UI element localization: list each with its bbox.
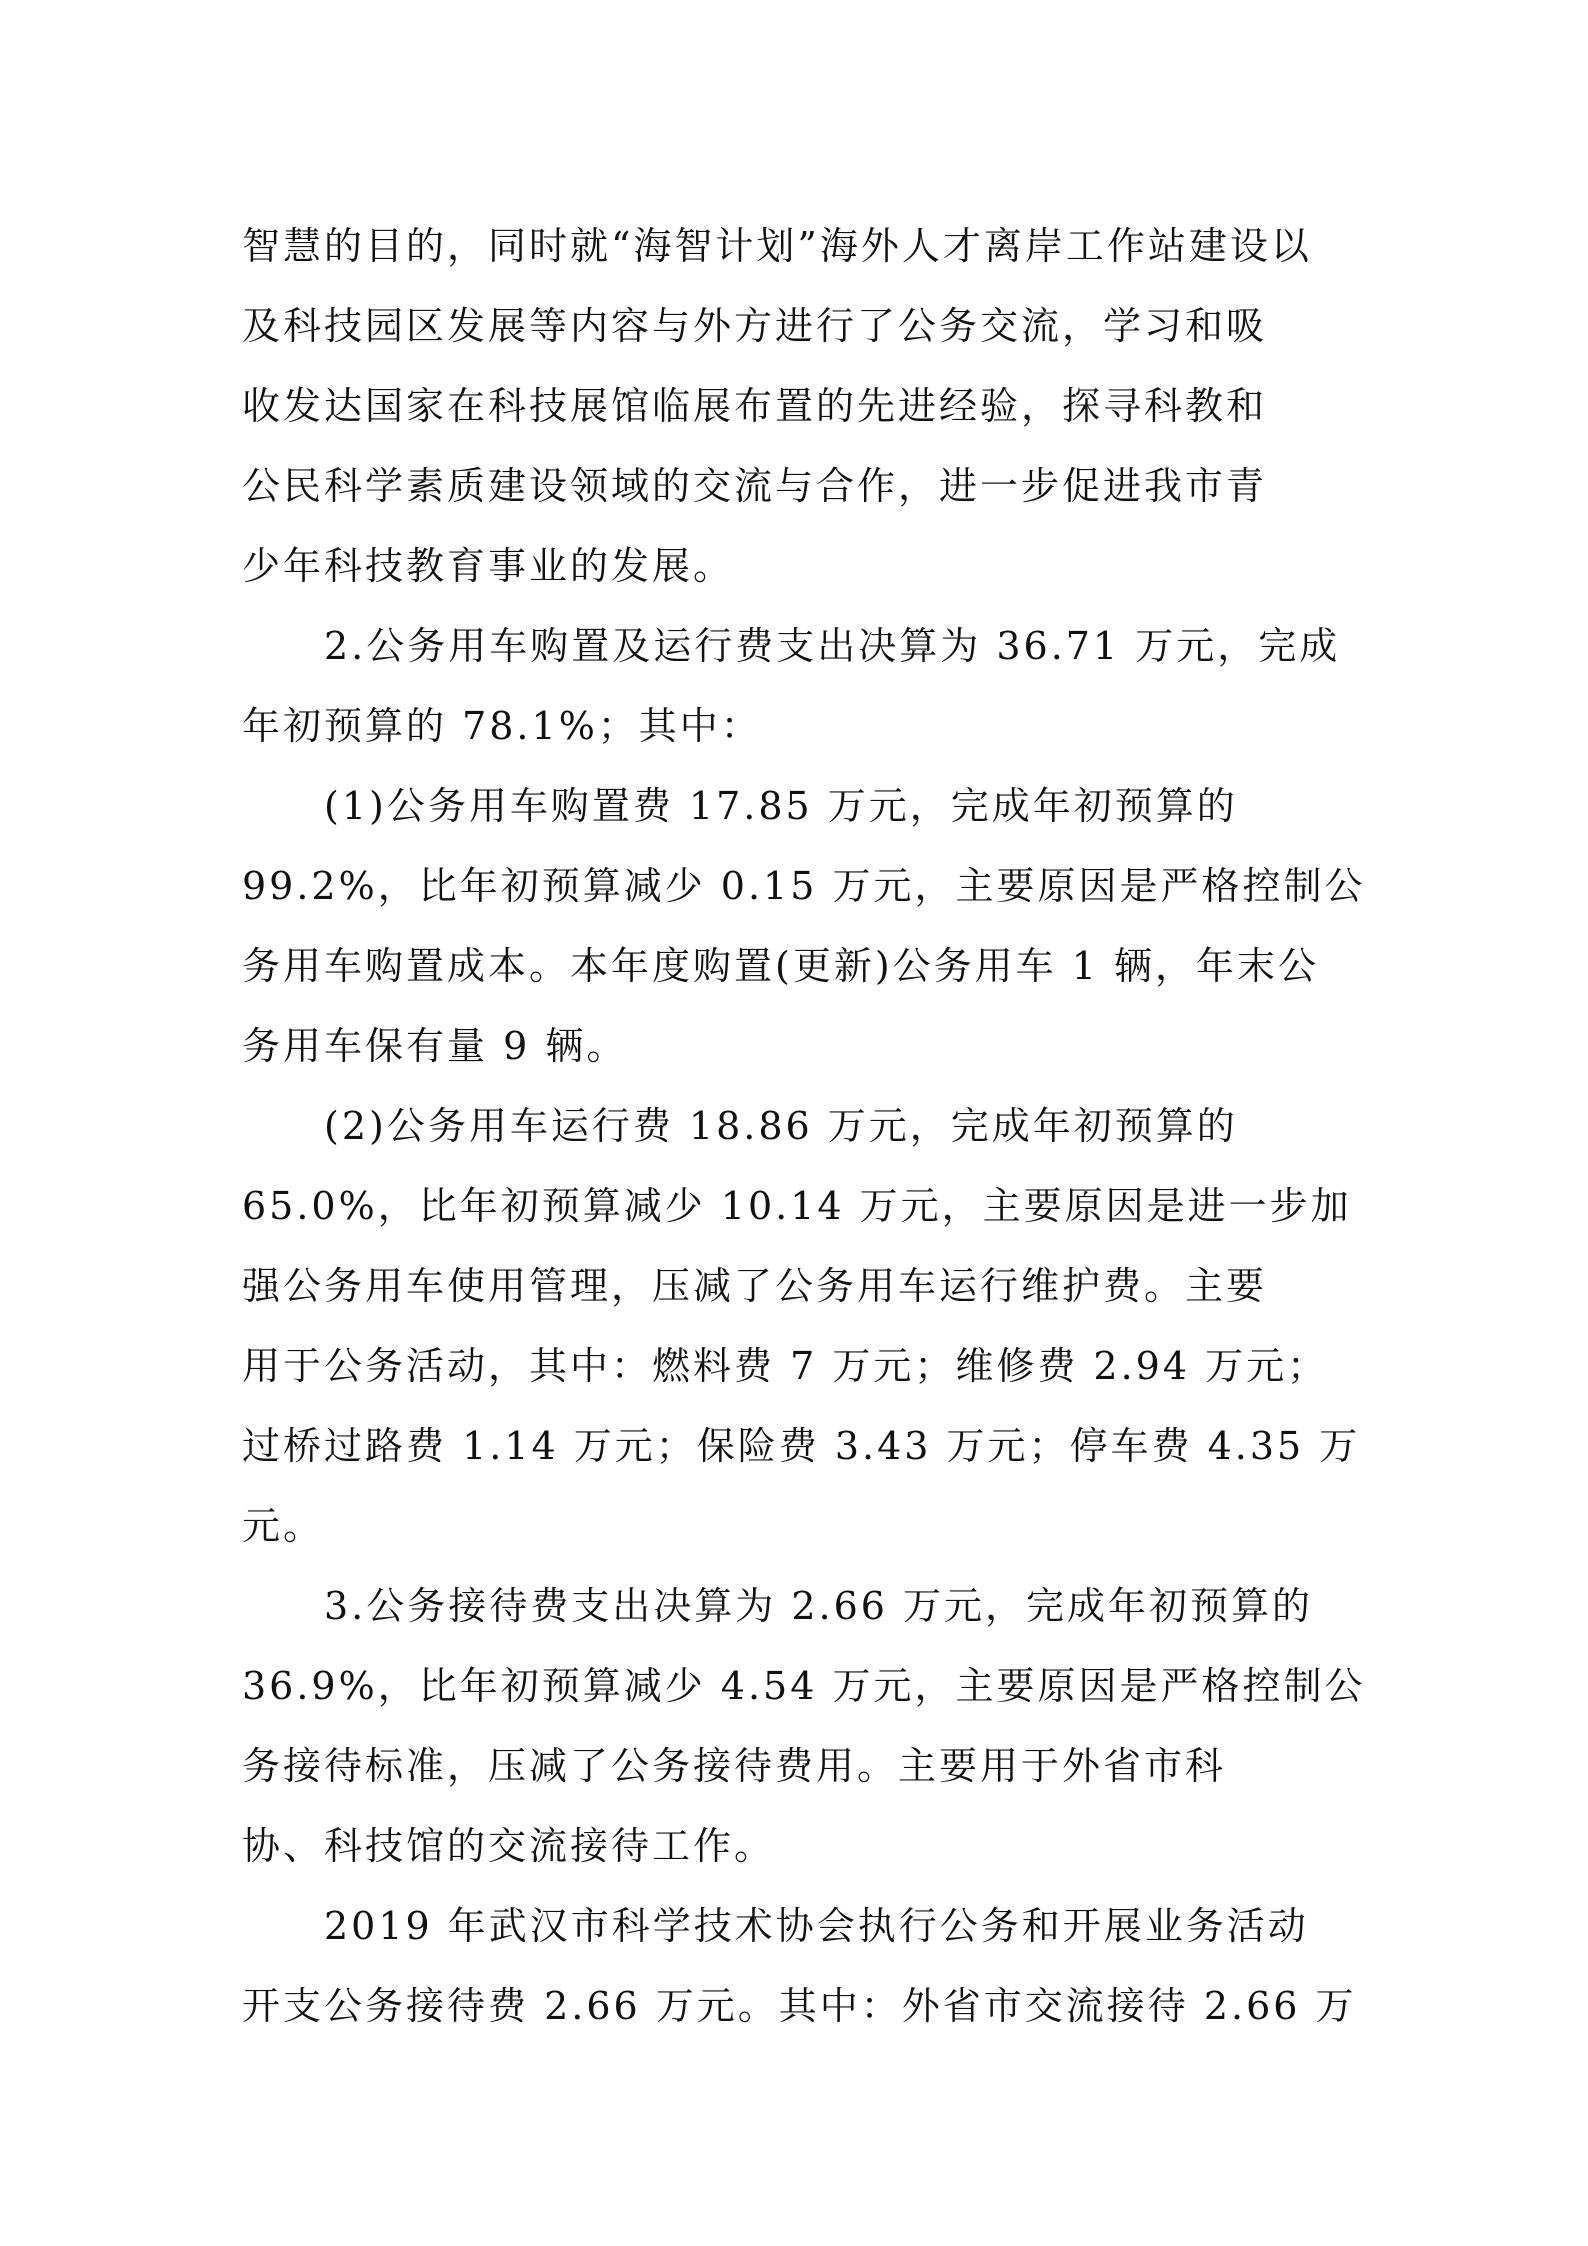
text-line: 协、科技馆的交流接待工作。 <box>242 1824 776 1868</box>
text-line: 过桥过路费 1.14 万元；保险费 3.43 万元；停车费 4.35 万 <box>242 1424 1361 1468</box>
text-line: 务接待标准，压减了公务接待费用。主要用于外省市科 <box>242 1744 1227 1788</box>
text-line: 用于公务活动，其中：燃料费 7 万元；维修费 2.94 万元； <box>242 1344 1329 1388</box>
text-line: 务用车保有量 9 辆。 <box>242 1024 628 1068</box>
paragraph-start-line: (1)公务用车购置费 17.85 万元，完成年初预算的 <box>324 784 1238 828</box>
text-line: 及科技园区发展等内容与外方进行了公务交流，学习和吸 <box>242 304 1268 348</box>
text-line: 36.9%，比年初预算减少 4.54 万元，主要原因是严格控制公 <box>242 1664 1366 1708</box>
text-line: 65.0%，比年初预算减少 10.14 万元，主要原因是进一步加 <box>242 1184 1352 1228</box>
paragraph-start-line: 2.公务用车购置及运行费支出决算为 36.71 万元，完成 <box>324 624 1341 668</box>
text-line: 元。 <box>242 1504 325 1548</box>
text-line: 强公务用车使用管理，压减了公务用车运行维护费。主要 <box>242 1264 1268 1308</box>
paragraph-start-line: 3.公务接待费支出决算为 2.66 万元，完成年初预算的 <box>324 1584 1314 1628</box>
text-line: 智慧的目的，同时就“海智计划”海外人才离岸工作站建设以 <box>242 224 1312 268</box>
text-line: 年初预算的 78.1%；其中： <box>242 704 762 748</box>
text-line: 公民科学素质建设领域的交流与合作，进一步促进我市青 <box>242 464 1268 508</box>
text-line: 务用车购置成本。本年度购置(更新)公务用车 1 辆，年末公 <box>242 944 1319 988</box>
paragraph-start-line: (2)公务用车运行费 18.86 万元，完成年初预算的 <box>324 1104 1238 1148</box>
text-line: 少年科技教育事业的发展。 <box>242 544 735 588</box>
body-text <box>242 206 1366 2046</box>
text-line: 收发达国家在科技展馆临展布置的先进经验，探寻科教和 <box>242 384 1268 428</box>
paragraph-start-line: 2019 年武汉市科学技术协会执行公务和开展业务活动 <box>324 1904 1309 1948</box>
text-line: 99.2%，比年初预算减少 0.15 万元，主要原因是严格控制公 <box>242 864 1366 908</box>
text-line: 开支公务接待费 2.66 万元。其中：外省市交流接待 2.66 万 <box>242 1984 1357 2028</box>
